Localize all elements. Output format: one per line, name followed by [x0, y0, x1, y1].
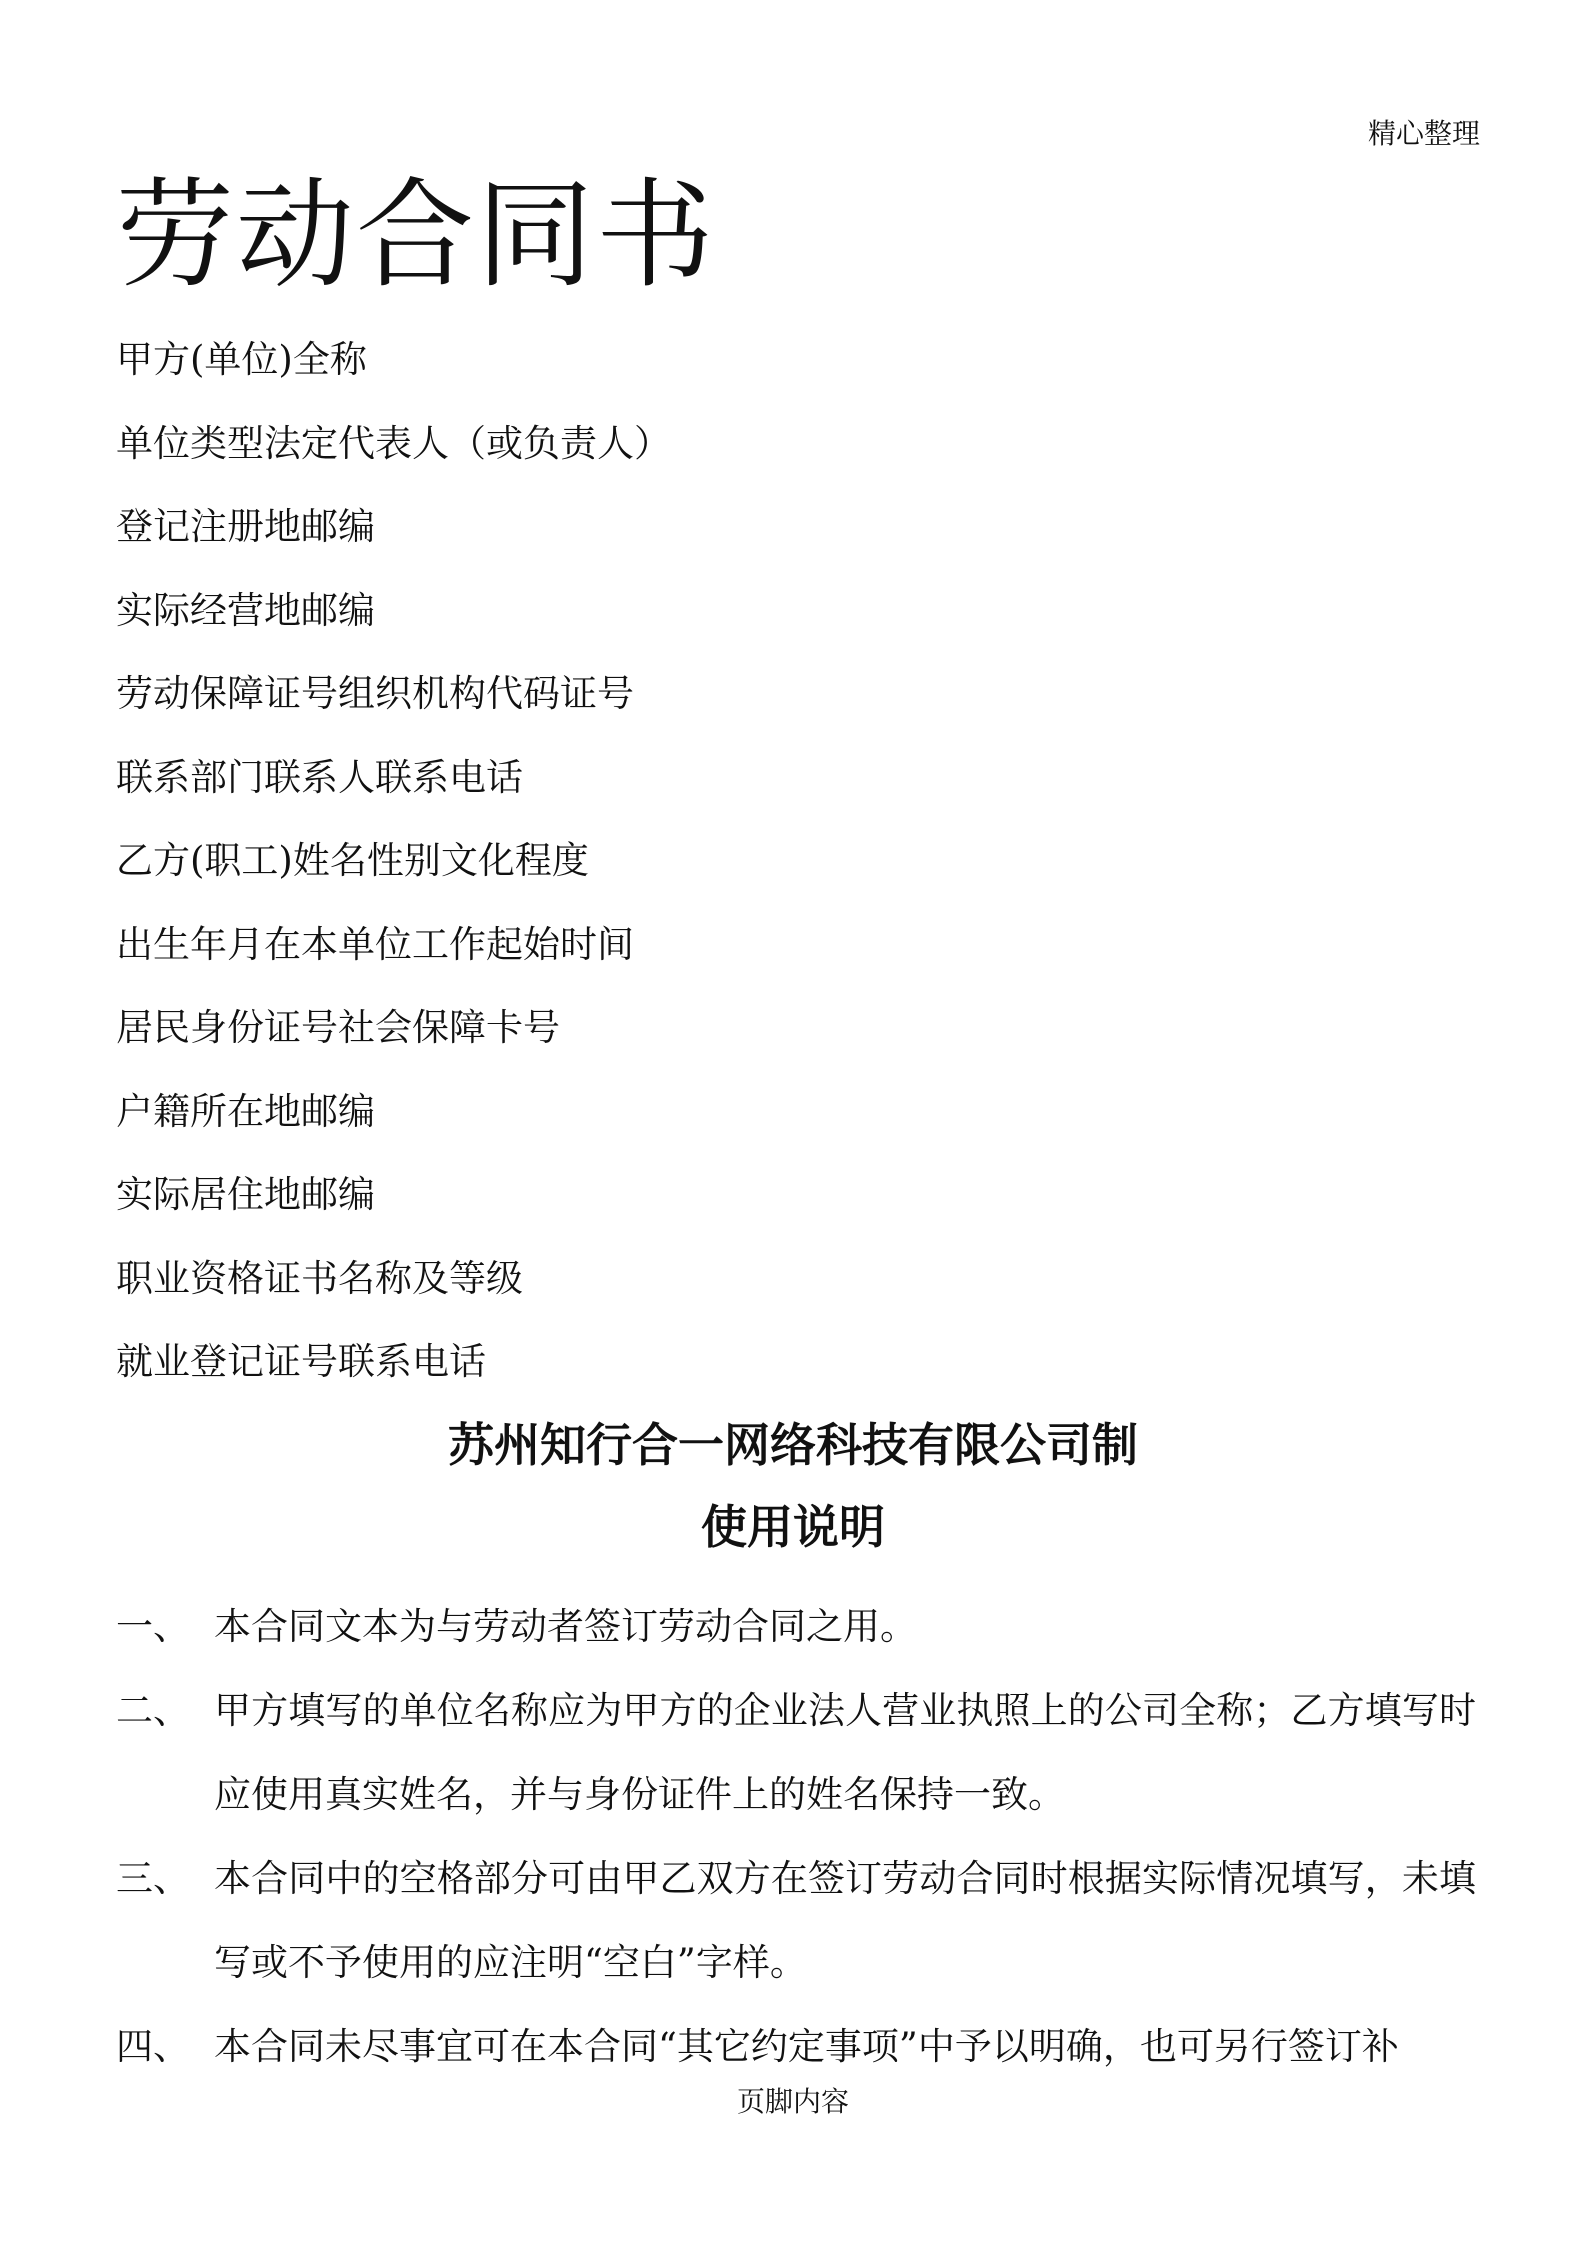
field-registered-address: 登记注册地邮编 [116, 505, 375, 548]
field-labor-security-number: 劳动保障证号组织机构代码证号 [116, 672, 634, 715]
instruction-item [116, 1669, 1476, 1837]
instructions-list [116, 1585, 1476, 2089]
document-title: 劳动合同书 [116, 166, 717, 304]
contract-fields [116, 330, 1476, 1416]
instruction-number: 三、 [116, 1857, 190, 1900]
field-household-address: 户籍所在地邮编 [116, 1089, 375, 1133]
header-note: 精心整理 [1368, 117, 1481, 150]
field-id-number: 居民身份证号社会保障卡号 [116, 1006, 560, 1049]
instruction-number: 一、 [116, 1605, 190, 1648]
instruction-item [116, 1585, 1476, 1669]
instruction-item [116, 1837, 1476, 2005]
field-employment-registration: 就业登记证号联系电话 [116, 1340, 486, 1383]
field-residence-address: 实际居住地邮编 [116, 1173, 375, 1216]
instruction-number: 四、 [116, 2025, 190, 2068]
field-unit-type-representative: 单位类型法定代表人（或负责人） [116, 421, 671, 465]
instruction-item [116, 2005, 1476, 2089]
instructions-title: 使用说明 [701, 1500, 885, 1554]
instruction-number: 二、 [116, 1689, 190, 1732]
instruction-text: 本合同中的空格部分可由甲乙双方在签订劳动合同时根据实际情况填写，未填写或不予使用的应注明“空白”字样。 [214, 1857, 1476, 1984]
field-employer-name: 甲方(单位)全称 [116, 338, 367, 381]
instruction-text: 甲方填写的单位名称应为甲方的企业法人营业执照上的公司全称；乙方填写时应使用真实姓名，并与身份证件上的姓名保持一致。 [214, 1689, 1476, 1816]
page-footer: 页脚内容 [736, 2085, 849, 2118]
instruction-text: 本合同未尽事宜可在本合同“其它约定事项”中予以明确，也可另行签订补 [214, 2025, 1399, 2068]
field-qualification: 职业资格证书名称及等级 [116, 1256, 523, 1300]
field-birth-date: 出生年月在本单位工作起始时间 [116, 922, 634, 966]
field-contact-department: 联系部门联系人联系电话 [116, 755, 523, 799]
field-business-address: 实际经营地邮编 [116, 588, 375, 632]
company-name: 苏州知行合一网络科技有限公司制 [448, 1418, 1138, 1472]
instruction-text: 本合同文本为与劳动者签订劳动合同之用。 [214, 1605, 917, 1648]
field-employee-name: 乙方(职工)姓名性别文化程度 [116, 839, 589, 882]
